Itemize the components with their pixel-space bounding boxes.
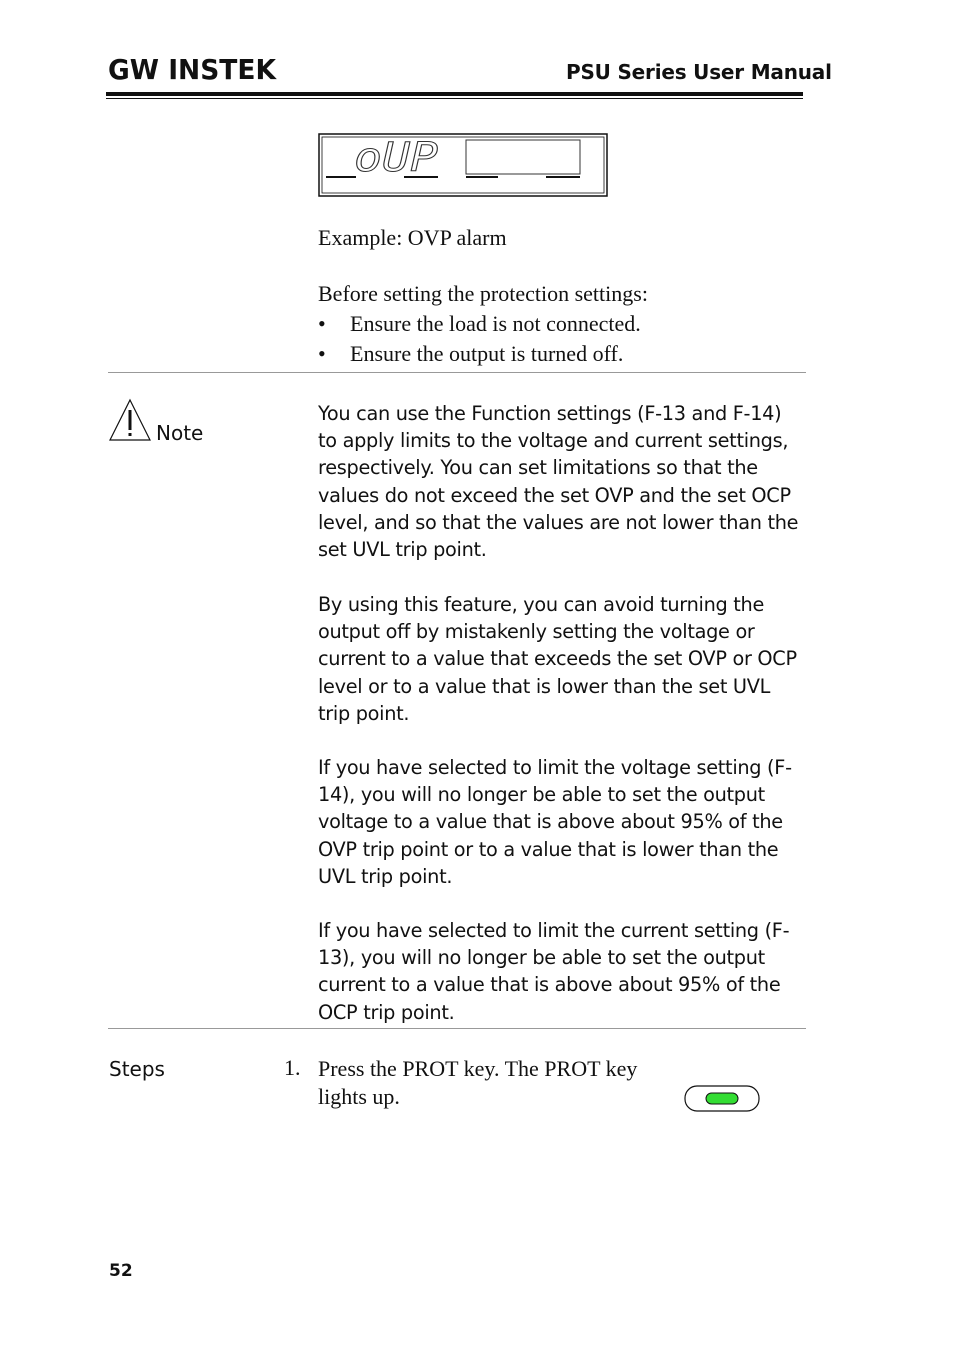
note-paragraph: If you have selected to limit the current setting (F-13), you will no longer be able to set the output current to a value that is above about 95% of the OCP trip point. [318,919,790,1024]
before-setting-text: Before setting the protection settings: [318,281,648,306]
section-divider [108,1028,806,1029]
prot-key-icon [684,1085,760,1112]
list-item-text: Ensure the load is not connected. [350,311,641,336]
gw-instek-logo [108,54,278,84]
example-caption: Example: OVP alarm [318,225,507,250]
steps-label: Steps [109,1057,165,1081]
precaution-list [318,311,641,371]
step-number: 1. [284,1055,301,1080]
header-rule-thin [106,98,803,99]
note-label: Note [156,421,204,445]
ovp-alarm-display [318,133,608,197]
list-item [318,341,641,371]
section-divider [108,372,806,373]
page-number: 52 [109,1261,133,1281]
logo-text: GW INSTEK [108,54,278,84]
header-rule-thick [106,92,803,96]
note-paragraph: By using this feature, you can avoid turning the output off by mistakenly setting the voltage or current to a value that exceeds the set OVP or OCP level or to a value that is lower than the set UVL trip point. [318,593,797,725]
note-paragraph: You can use the Function settings (F-13 and F-14) to apply limits to the voltage and current settings, respectively. You can set limitations so that the values do not exceed the set OVP and the set OCP level, and so that the values are not lower than the set UVL trip point. [318,402,799,562]
warning-triangle-icon [108,398,152,442]
step-text: Press the PROT key. The PROT key lights up. [318,1056,638,1109]
note-paragraph: If you have selected to limit the voltage setting (F-14), you will no longer be able to set the output voltage to a value that is above about 95% of the OVP trip point or to a value that is lower than the UVL trip point. [318,756,792,888]
list-item [318,311,641,341]
list-item-text: Ensure the output is turned off. [350,341,624,366]
manual-title: PSU Series User Manual [566,60,832,84]
bullet-icon: • [318,341,326,366]
bullet-icon: • [318,311,326,336]
display-segment-text: oUP [354,135,438,181]
